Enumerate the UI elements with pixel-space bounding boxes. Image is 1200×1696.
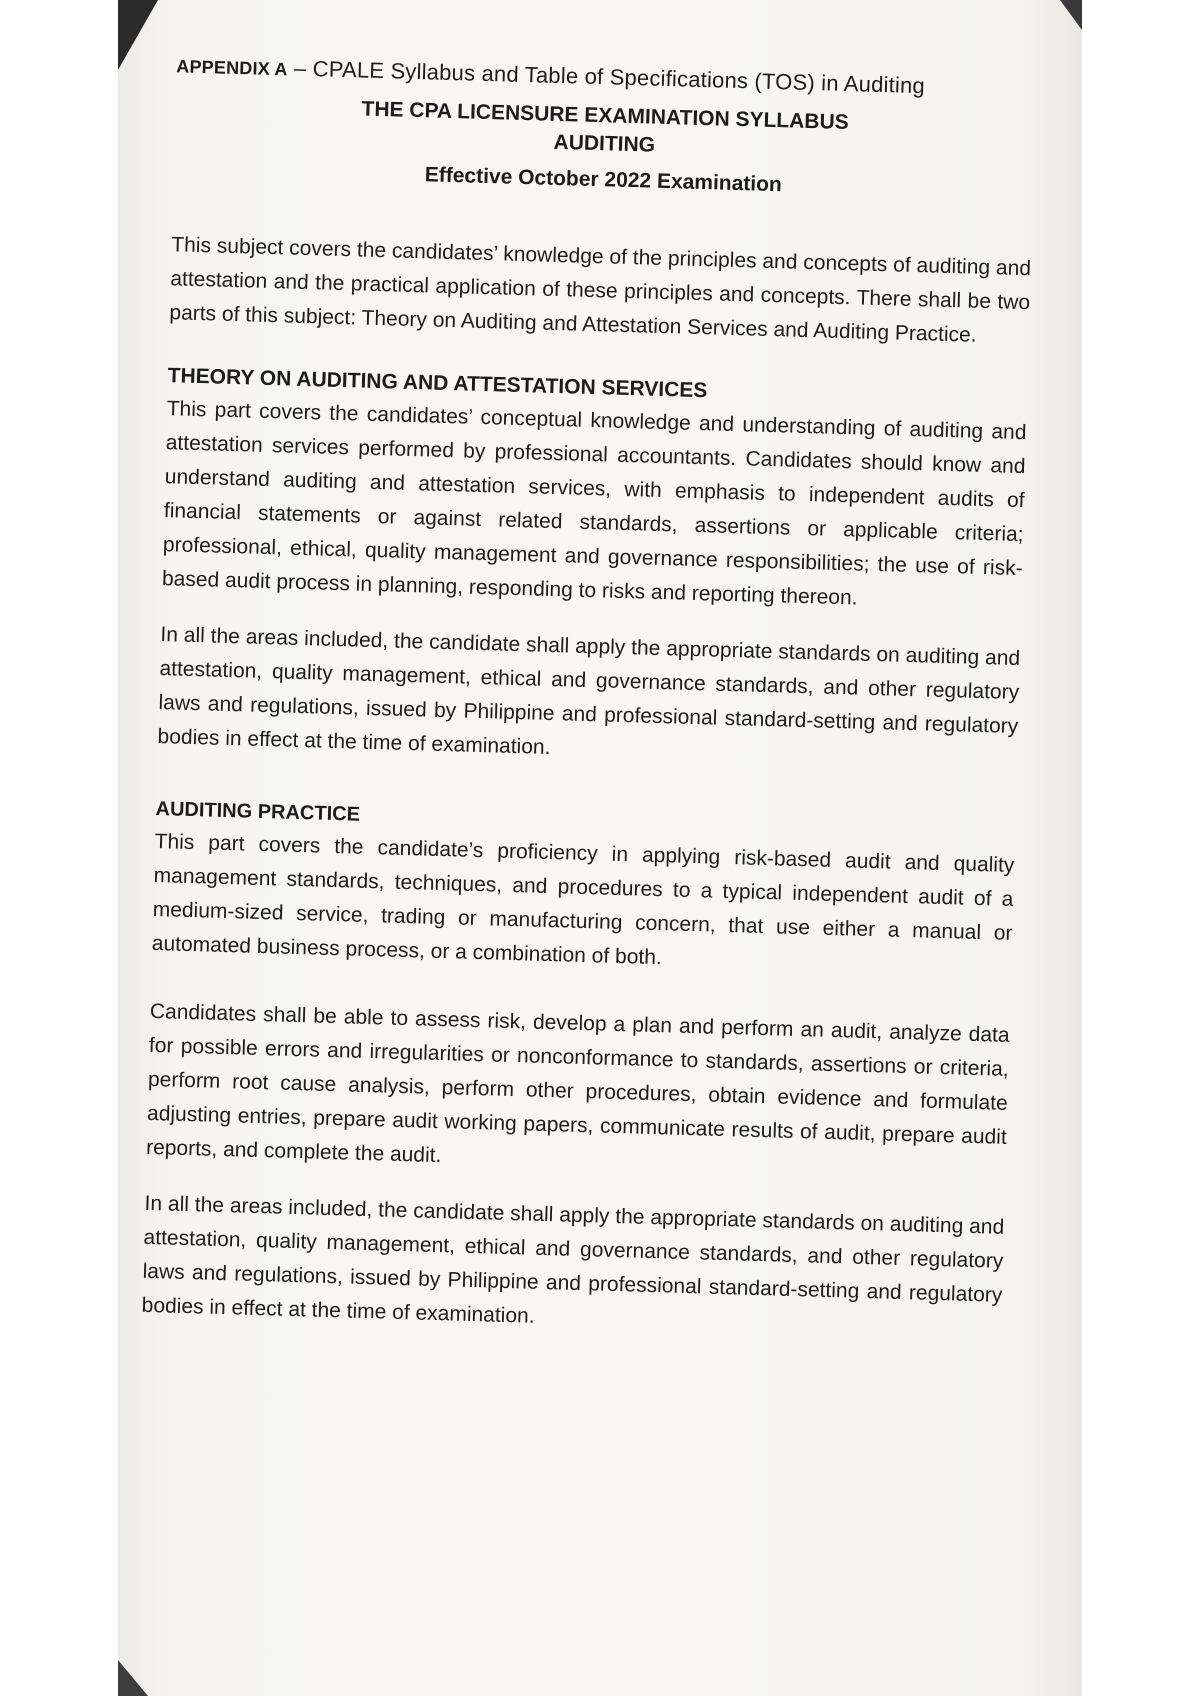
appendix-title: – CPALE Syllabus and Table of Specifications (TOS) in Auditing — [287, 55, 926, 99]
appendix-heading — [176, 52, 1036, 102]
theory-paragraph-2: In all the areas included, the candidate shall apply the appropriate standards on auditing and attestation, quality management, ethical and governance standards, and other regulatory laws and regulations, issued by Philippine and professional standard-setting and regulatory bodies in effect at the time of examination. — [157, 623, 1021, 759]
page-corner-shadow — [1060, 0, 1082, 30]
page-corner-shadow — [118, 0, 158, 70]
page-corner-shadow — [118, 1660, 148, 1696]
practice-paragraph-2: Candidates shall be able to assess risk, develop a plan and perform an audit, analyze data for possible errors and irregularities or nonconformance to standards, assertions or criteria, perform root cause analysis, perform other procedures, obtain evidence and formulate adjusting entries, prepare audit working papers, communicate results of audit, prepare audit reports, and complete the audit. — [145, 999, 1010, 1168]
subject-title: AUDITING — [553, 130, 656, 157]
practice-paragraph-3: In all the areas included, the candidate shall apply the appropriate standards on auditing and attestation, quality management, ethical and governance standards, and other regulatory laws and regulations, issued by Philippine and professional standard-setting and regulatory bodies in effect at the time of examination. — [141, 1191, 1005, 1328]
practice-paragraph-1: This part covers the candidate’s proficiency in applying risk-based audit and quality management standards, techniques, and procedures to a typical independent audit of a medium-sized service, trading or manufacturing concern, that use either a manual or automated business process, or a combination of both. — [151, 829, 1015, 970]
intro-paragraph: This subject covers the candidates’ knowledge of the principles and concepts of auditing and attestation and the practical application of these principles and concepts. There shall be two parts of this subject: Theory on Auditing and Attestation Services and Auditing Practice. — [169, 233, 1032, 347]
theory-section-title: THEORY ON AUDITING AND ATTESTATION SERVICES — [167, 364, 708, 403]
appendix-label: APPENDIX A — [176, 56, 288, 80]
effective-date: Effective October 2022 Examination — [424, 163, 783, 197]
document-page — [118, 0, 1082, 1696]
page-content — [141, 28, 1037, 1368]
practice-section-title: AUDITING PRACTICE — [155, 797, 361, 826]
theory-paragraph-1: This part covers the candidates’ conceptual knowledge and understanding of auditing and attestation services performed by professional accountants. Candidates should know and understand auditing and attestation services, with emphasis to independent audits of financial statements or against related standards, assertions or applicable criteria; professional, ethical, quality management and governance responsibilities; the use of risk-based audit process in planning, responding to risks and reporting thereon. — [161, 397, 1027, 610]
syllabus-title: THE CPA LICENSURE EXAMINATION SYLLABUS — [361, 97, 849, 135]
